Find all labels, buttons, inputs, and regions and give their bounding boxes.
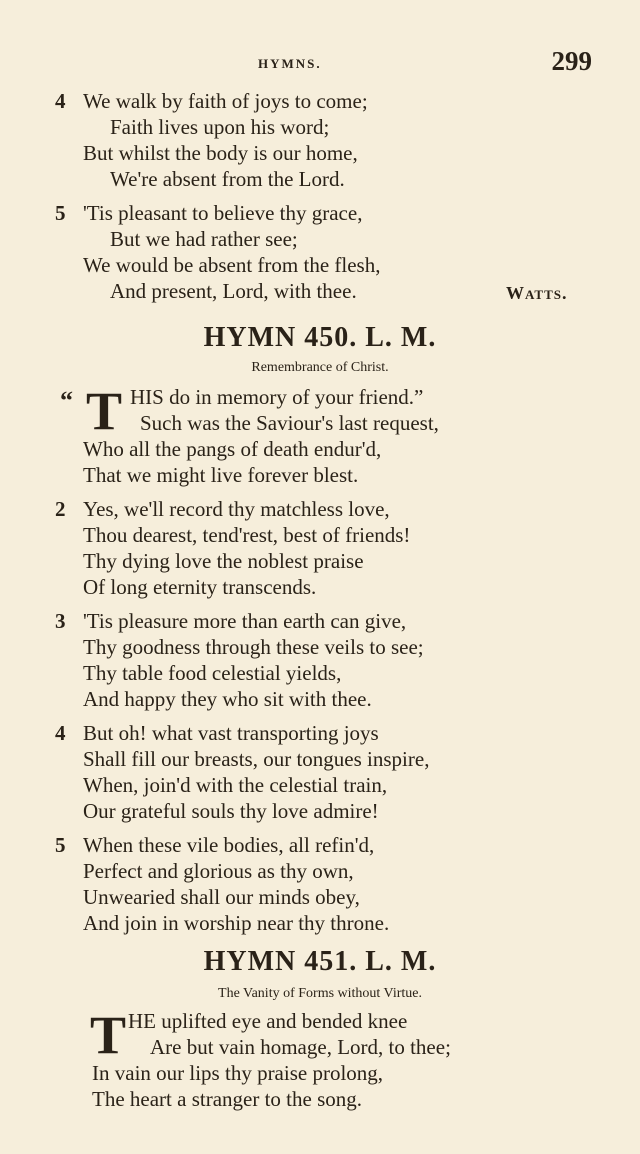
verse-line: Thy dying love the noblest praise xyxy=(83,549,364,573)
verse-line: Yes, we'll record thy matchless love, xyxy=(83,497,390,521)
drop-cap: T xyxy=(86,381,123,441)
verse-line: Are but vain homage, Lord, to thee; xyxy=(150,1035,451,1059)
stanza-number: 3 xyxy=(55,609,66,633)
hymn-author: Watts. xyxy=(506,283,568,303)
drop-cap: T xyxy=(90,1005,127,1065)
verse-line: Of long eternity transcends. xyxy=(83,575,317,599)
verse-line: But oh! what vast transporting joys xyxy=(83,721,379,745)
verse-line: When these vile bodies, all refin'd, xyxy=(83,833,375,857)
verse-line: In vain our lips thy praise prolong, xyxy=(92,1061,384,1085)
verse-line: Thou dearest, tend'rest, best of friends! xyxy=(83,523,411,547)
verse-line: When, join'd with the celestial train, xyxy=(83,773,388,797)
stanza-number: 5 xyxy=(55,201,66,225)
verse-line: 'Tis pleasure more than earth can give, xyxy=(83,609,407,633)
verse-line: Who all the pangs of death endur'd, xyxy=(83,437,382,461)
verse-line: Shall fill our breasts, our tongues inspire, xyxy=(83,747,430,771)
verse-line: HIS do in memory of your friend.” xyxy=(130,385,424,409)
verse-line: HE uplifted eye and bended knee xyxy=(128,1009,408,1033)
verse-line: We're absent from the Lord. xyxy=(110,167,345,191)
verse-line: Our grateful souls thy love admire! xyxy=(83,799,379,823)
verse-line: The heart a stranger to the song. xyxy=(92,1087,362,1111)
verse-line: But we had rather see; xyxy=(110,227,298,251)
running-head-title: HYMNS. xyxy=(258,56,322,71)
running-head xyxy=(0,46,640,78)
hymn-subtitle: The Vanity of Forms without Virtue. xyxy=(218,986,422,1001)
page-number: 299 xyxy=(551,46,592,76)
stanza-number: 2 xyxy=(55,497,66,521)
verse-line: Faith lives upon his word; xyxy=(110,115,330,139)
hymn-subtitle: Remembrance of Christ. xyxy=(251,360,389,375)
verse-line: Such was the Saviour's last request, xyxy=(140,411,439,435)
verse-line: And join in worship near thy throne. xyxy=(83,911,390,935)
stanza-number: 4 xyxy=(55,89,66,113)
verse-line: 'Tis pleasant to believe thy grace, xyxy=(83,201,363,225)
verse-line: Unwearied shall our minds obey, xyxy=(83,885,360,909)
hymn-title: HYMN 451. L. M. xyxy=(203,946,437,977)
verse-line: Thy goodness through these veils to see; xyxy=(83,635,424,659)
stanza-number: 4 xyxy=(55,721,66,745)
verse-line: And present, Lord, with thee. xyxy=(110,279,357,303)
hymn-title: HYMN 450. L. M. xyxy=(203,322,437,353)
stanza-number: 5 xyxy=(55,833,66,857)
verse-line: Thy table food celestial yields, xyxy=(83,661,342,685)
verse-line: Perfect and glorious as thy own, xyxy=(83,859,354,883)
verse-line: We walk by faith of joys to come; xyxy=(83,89,368,113)
verse-line: That we might live forever blest. xyxy=(83,463,359,487)
verse-line: We would be absent from the flesh, xyxy=(83,253,381,277)
verse-line: And happy they who sit with thee. xyxy=(83,687,372,711)
open-quote: “ xyxy=(60,386,73,415)
verse-line: But whilst the body is our home, xyxy=(83,141,358,165)
